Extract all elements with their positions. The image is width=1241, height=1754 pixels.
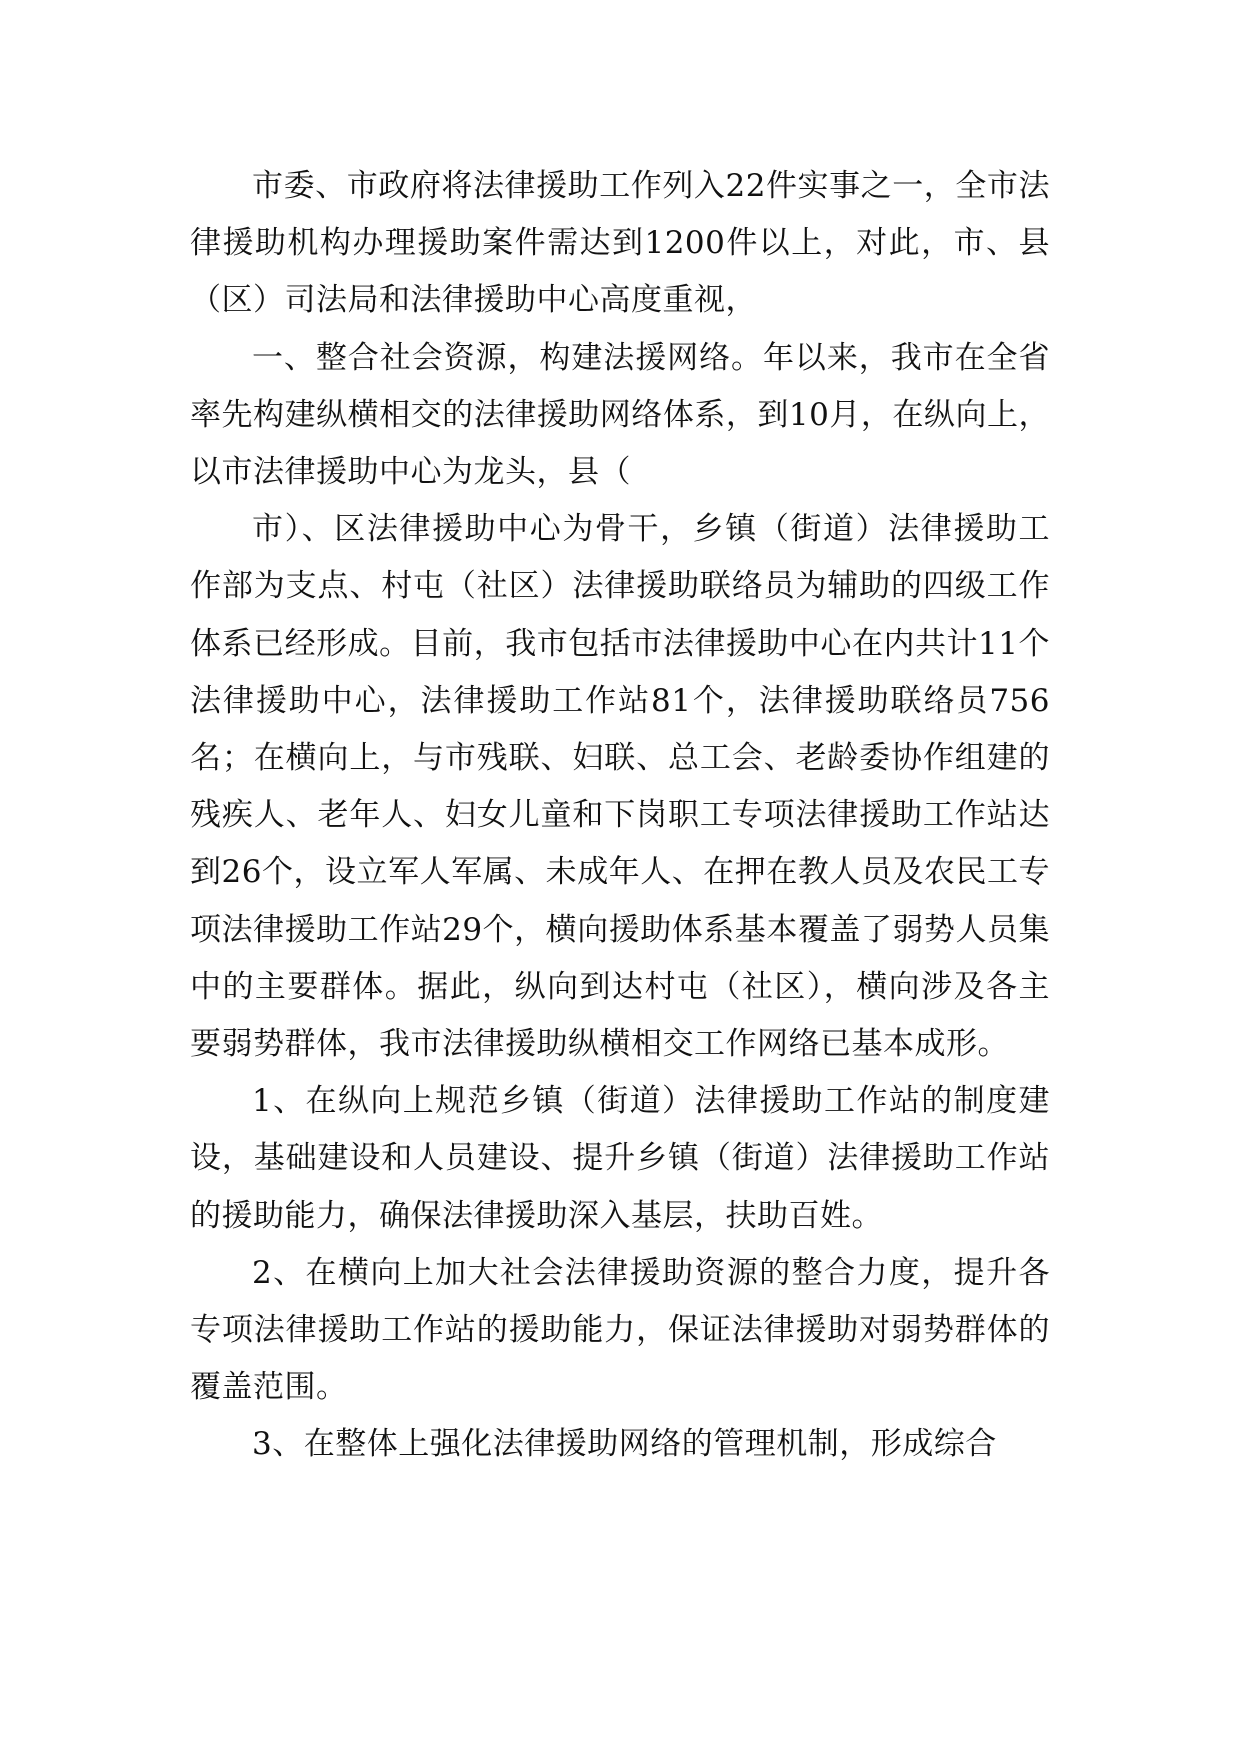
paragraph-item-3: 3、在整体上强化法律援助网络的管理机制，形成综合: [252, 1426, 997, 1463]
paragraph-item-2: 2、在横向上加大社会法律援助资源的整合力度，提升各专项法律援助工作站的援助能力，保证法律援助对弱势群体的覆盖范围。: [190, 1254, 1050, 1406]
paragraph-item-1: 1、在纵向上规范乡镇（街道）法律援助工作站的制度建设，基础建设和人员建设、提升乡镇（街道）法律援助工作站的援助能力，确保法律援助深入基层，扶助百姓。: [190, 1083, 1050, 1234]
paragraph-section-one: 一、整合社会资源，构建法援网络。年以来，我市在全省率先构建纵横相交的法律援助网络体系，到10月，在纵向上，以市法律援助中心为龙头，县（: [190, 339, 1050, 491]
paragraph-intro: 市委、市政府将法律援助工作列入22件实事之一，全市法律援助机构办理援助案件需达到1200件以上，对此，市、县（区）司法局和法律援助中心高度重视，: [190, 168, 1050, 319]
paragraph-network-details: 市）、区法律援助中心为骨干，乡镇（街道）法律援助工作部为支点、村屯（社区）法律援助联络员为辅助的四级工作体系已经形成。目前，我市包括市法律援助中心在内共计11个法律援助中心，法律援助工作站81个，法律援助联络员756名；在横向上，与市残联、妇联、总工会、老龄委协作组建的残疾人、老年人、妇女儿童和下岗职工专项法律援助工作站达到26个，设立军人军属、未成年人、在押在教人员及农民工专项法律援助工作站29个，横向援助体系基本覆盖了弱势人员集中的主要群体。据此，纵向到达村屯（社区），横向涉及各主要弱势群体，我市法律援助纵横相交工作网络已基本成形。: [190, 511, 1050, 1063]
document-body: [190, 158, 1050, 1474]
